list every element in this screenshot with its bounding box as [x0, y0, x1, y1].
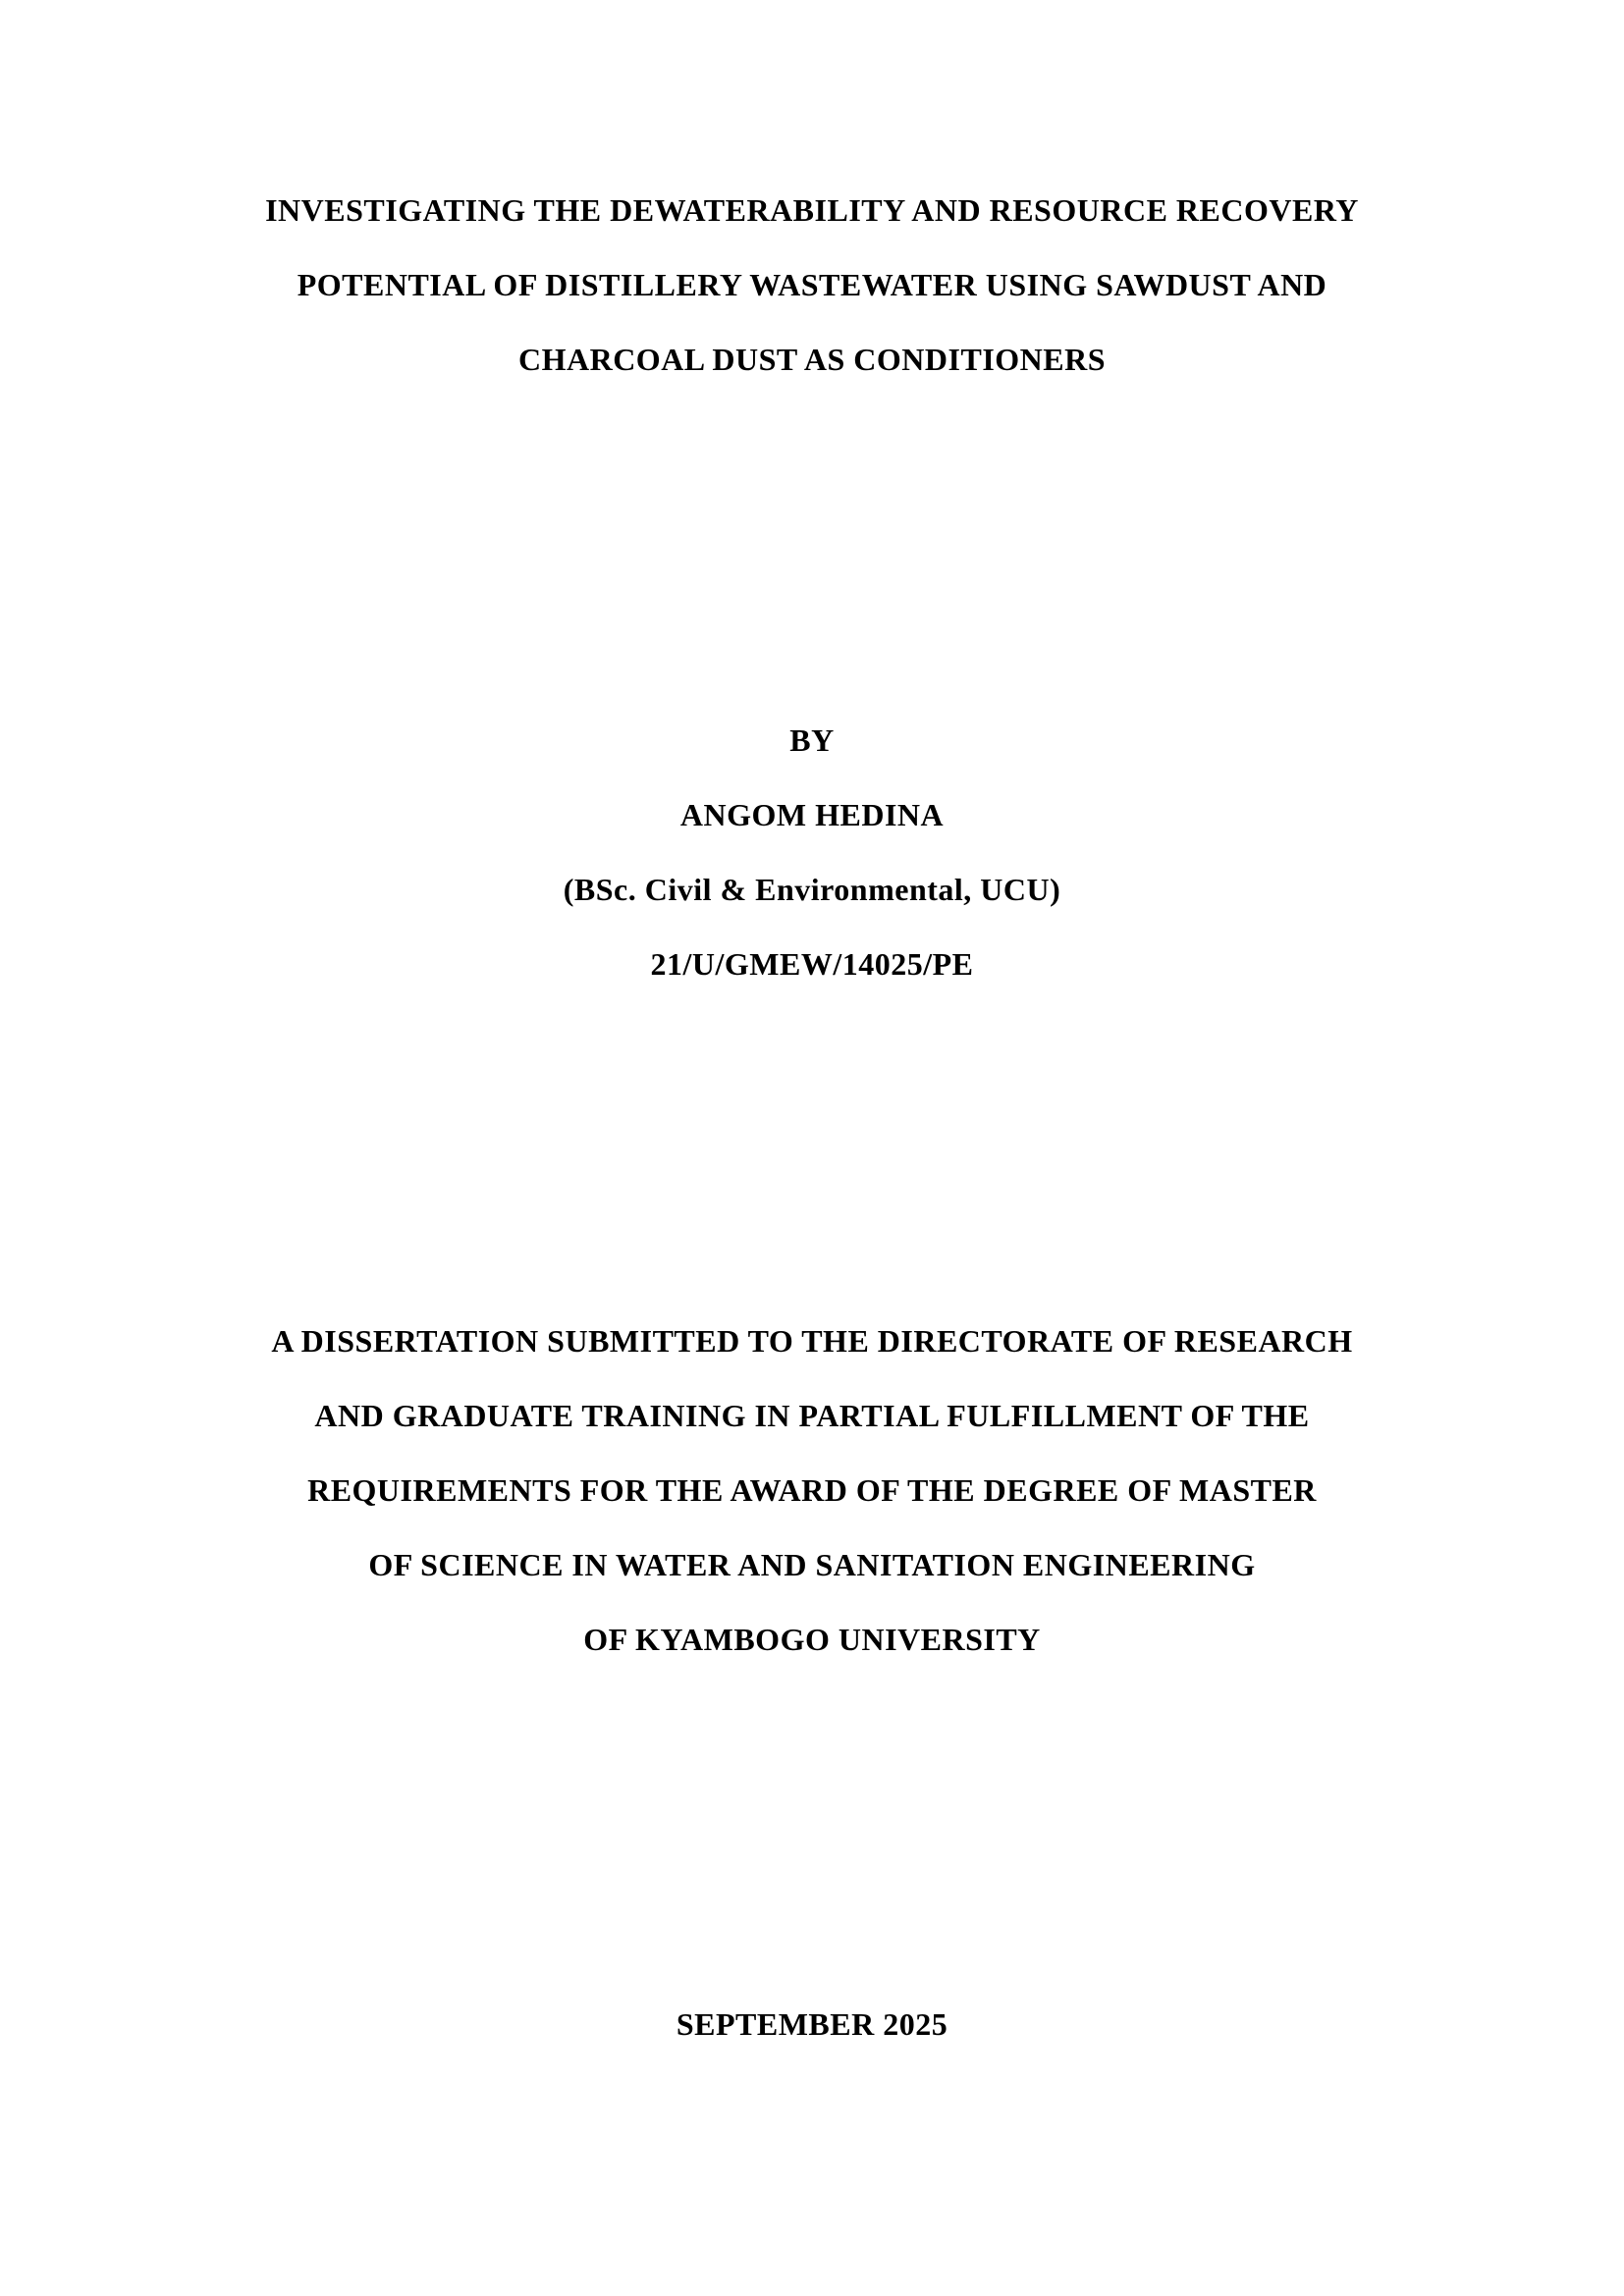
submission-line: AND GRADUATE TRAINING IN PARTIAL FULFILLMENT OF THE	[314, 1398, 1310, 1433]
by-label: BY	[789, 722, 835, 758]
submission-statement	[0, 1304, 1624, 1677]
publication-date	[0, 1987, 1624, 2061]
title-line: POTENTIAL OF DISTILLERY WASTEWATER USING SAWDUST AND	[297, 267, 1327, 302]
submission-line: OF SCIENCE IN WATER AND SANITATION ENGINEERING	[368, 1547, 1256, 1582]
author-credentials: (BSc. Civil & Environmental, UCU)	[563, 872, 1061, 907]
dissertation-title	[0, 173, 1624, 397]
submission-line: OF KYAMBOGO UNIVERSITY	[583, 1622, 1041, 1657]
date-line: SEPTEMBER 2025	[676, 2006, 948, 2042]
submission-line: A DISSERTATION SUBMITTED TO THE DIRECTORATE OF RESEARCH	[271, 1323, 1353, 1359]
author-block	[0, 703, 1624, 1001]
registration-number: 21/U/GMEW/14025/PE	[650, 946, 974, 982]
author-name: ANGOM HEDINA	[679, 797, 945, 832]
submission-line: REQUIREMENTS FOR THE AWARD OF THE DEGREE OF MASTER	[307, 1472, 1317, 1508]
title-line: CHARCOAL DUST AS CONDITIONERS	[517, 342, 1107, 377]
title-line: INVESTIGATING THE DEWATERABILITY AND RESOURCE RECOVERY	[265, 192, 1359, 228]
